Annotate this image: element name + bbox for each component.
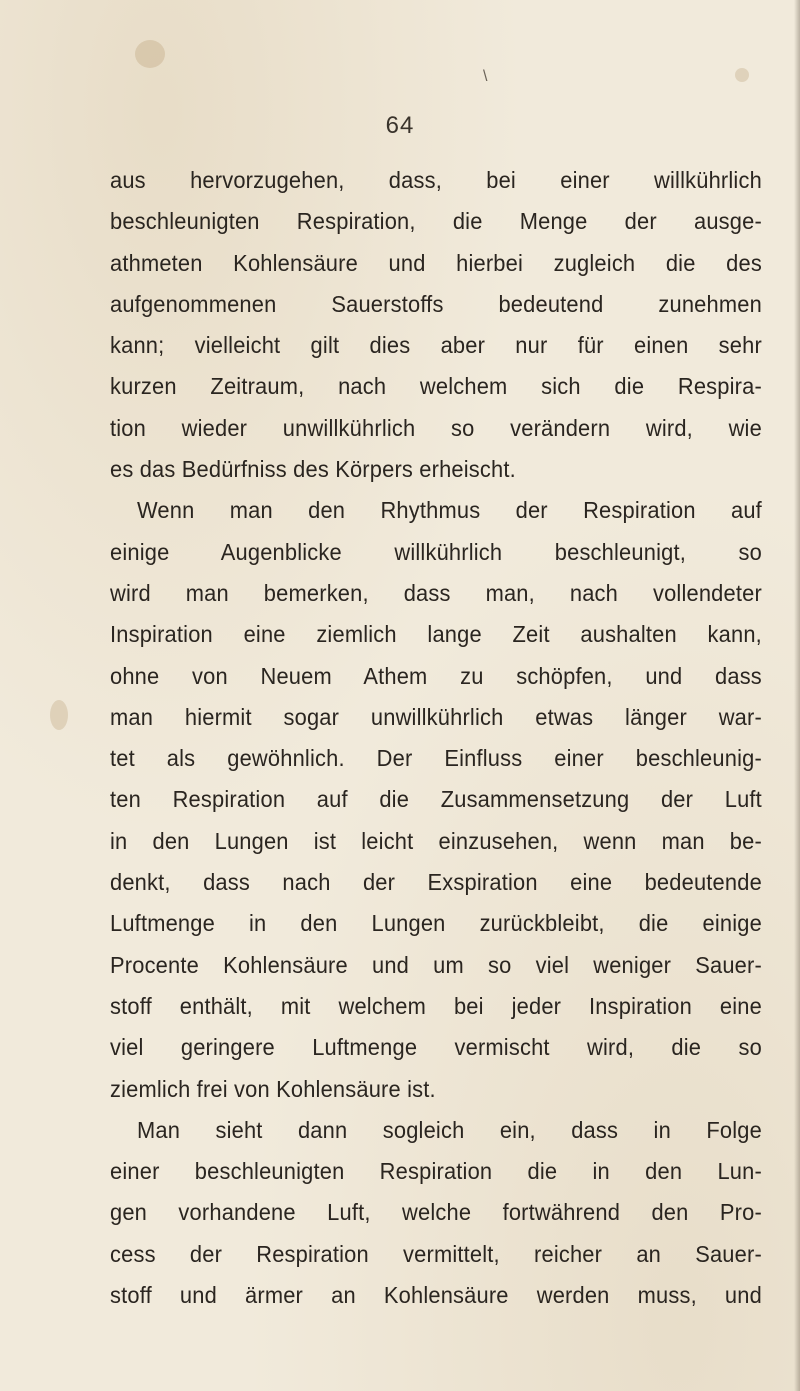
text-line: athmeten Kohlensäure und hierbei zugleich die des xyxy=(110,249,762,276)
text-line: cess der Respiration vermittelt, reicher an Sauer- xyxy=(110,1240,762,1267)
text-line: Procente Kohlensäure und um so viel weniger Sauer- xyxy=(110,951,762,978)
body-text xyxy=(110,160,762,1316)
page-number: 64 xyxy=(385,112,415,139)
text-line: Man sieht dann sogleich ein, dass in Folge xyxy=(136,1116,762,1143)
text-line: kann; vielleicht gilt dies aber nur für einen sehr xyxy=(110,332,762,359)
text-line: einige Augenblicke willkührlich beschleunigt, so xyxy=(110,538,762,565)
text-line: Inspiration eine ziemlich lange Zeit aushalten kann, xyxy=(110,621,762,648)
text-line: tet als gewöhnlich. Der Einfluss einer beschleunig- xyxy=(110,745,762,772)
text-line: denkt, dass nach der Exspiration eine bedeutende xyxy=(110,869,762,896)
text-line: einer beschleunigten Respiration die in den Lun- xyxy=(110,1158,762,1185)
paper-stain xyxy=(50,700,68,730)
text-line: tion wieder unwillkührlich so verändern wird, wie xyxy=(110,414,762,441)
text-line: stoff enthält, mit welchem bei jeder Inspiration eine xyxy=(110,992,762,1019)
margin-mark: \ xyxy=(483,68,488,85)
text-line: man hiermit sogar unwillkührlich etwas länger war- xyxy=(110,703,762,730)
page-header xyxy=(0,112,800,140)
text-line: Wenn man den Rhythmus der Respiration auf xyxy=(136,497,762,524)
text-line: viel geringere Luftmenge vermischt wird, die so xyxy=(110,1034,762,1061)
text-line: beschleunigten Respiration, die Menge der ausge- xyxy=(110,208,762,235)
paper-stain xyxy=(735,68,749,82)
text-line: stoff und ärmer an Kohlensäure werden muss, und xyxy=(110,1282,762,1309)
text-line: aufgenommenen Sauerstoffs bedeutend zunehmen xyxy=(110,290,762,317)
text-line: kurzen Zeitraum, nach welchem sich die Respira- xyxy=(110,373,762,400)
text-line: ohne von Neuem Athem zu schöpfen, und dass xyxy=(110,662,762,689)
text-line: es das Bedürfniss des Körpers erheischt. xyxy=(110,456,516,483)
page-edge-shadow xyxy=(794,0,800,1391)
text-line: aus hervorzugehen, dass, bei einer willkührlich xyxy=(110,167,762,193)
text-line: Luftmenge in den Lungen zurückbleibt, die einige xyxy=(110,910,762,937)
text-line: ten Respiration auf die Zusammensetzung der Luft xyxy=(110,786,762,813)
text-line: wird man bemerken, dass man, nach vollendeter xyxy=(110,579,762,606)
text-line: ziemlich frei von Kohlensäure ist. xyxy=(110,1075,436,1102)
paper-stain xyxy=(135,40,165,68)
text-line: gen vorhandene Luft, welche fortwährend den Pro- xyxy=(110,1199,762,1226)
text-line: in den Lungen ist leicht einzusehen, wenn man be- xyxy=(110,827,762,854)
